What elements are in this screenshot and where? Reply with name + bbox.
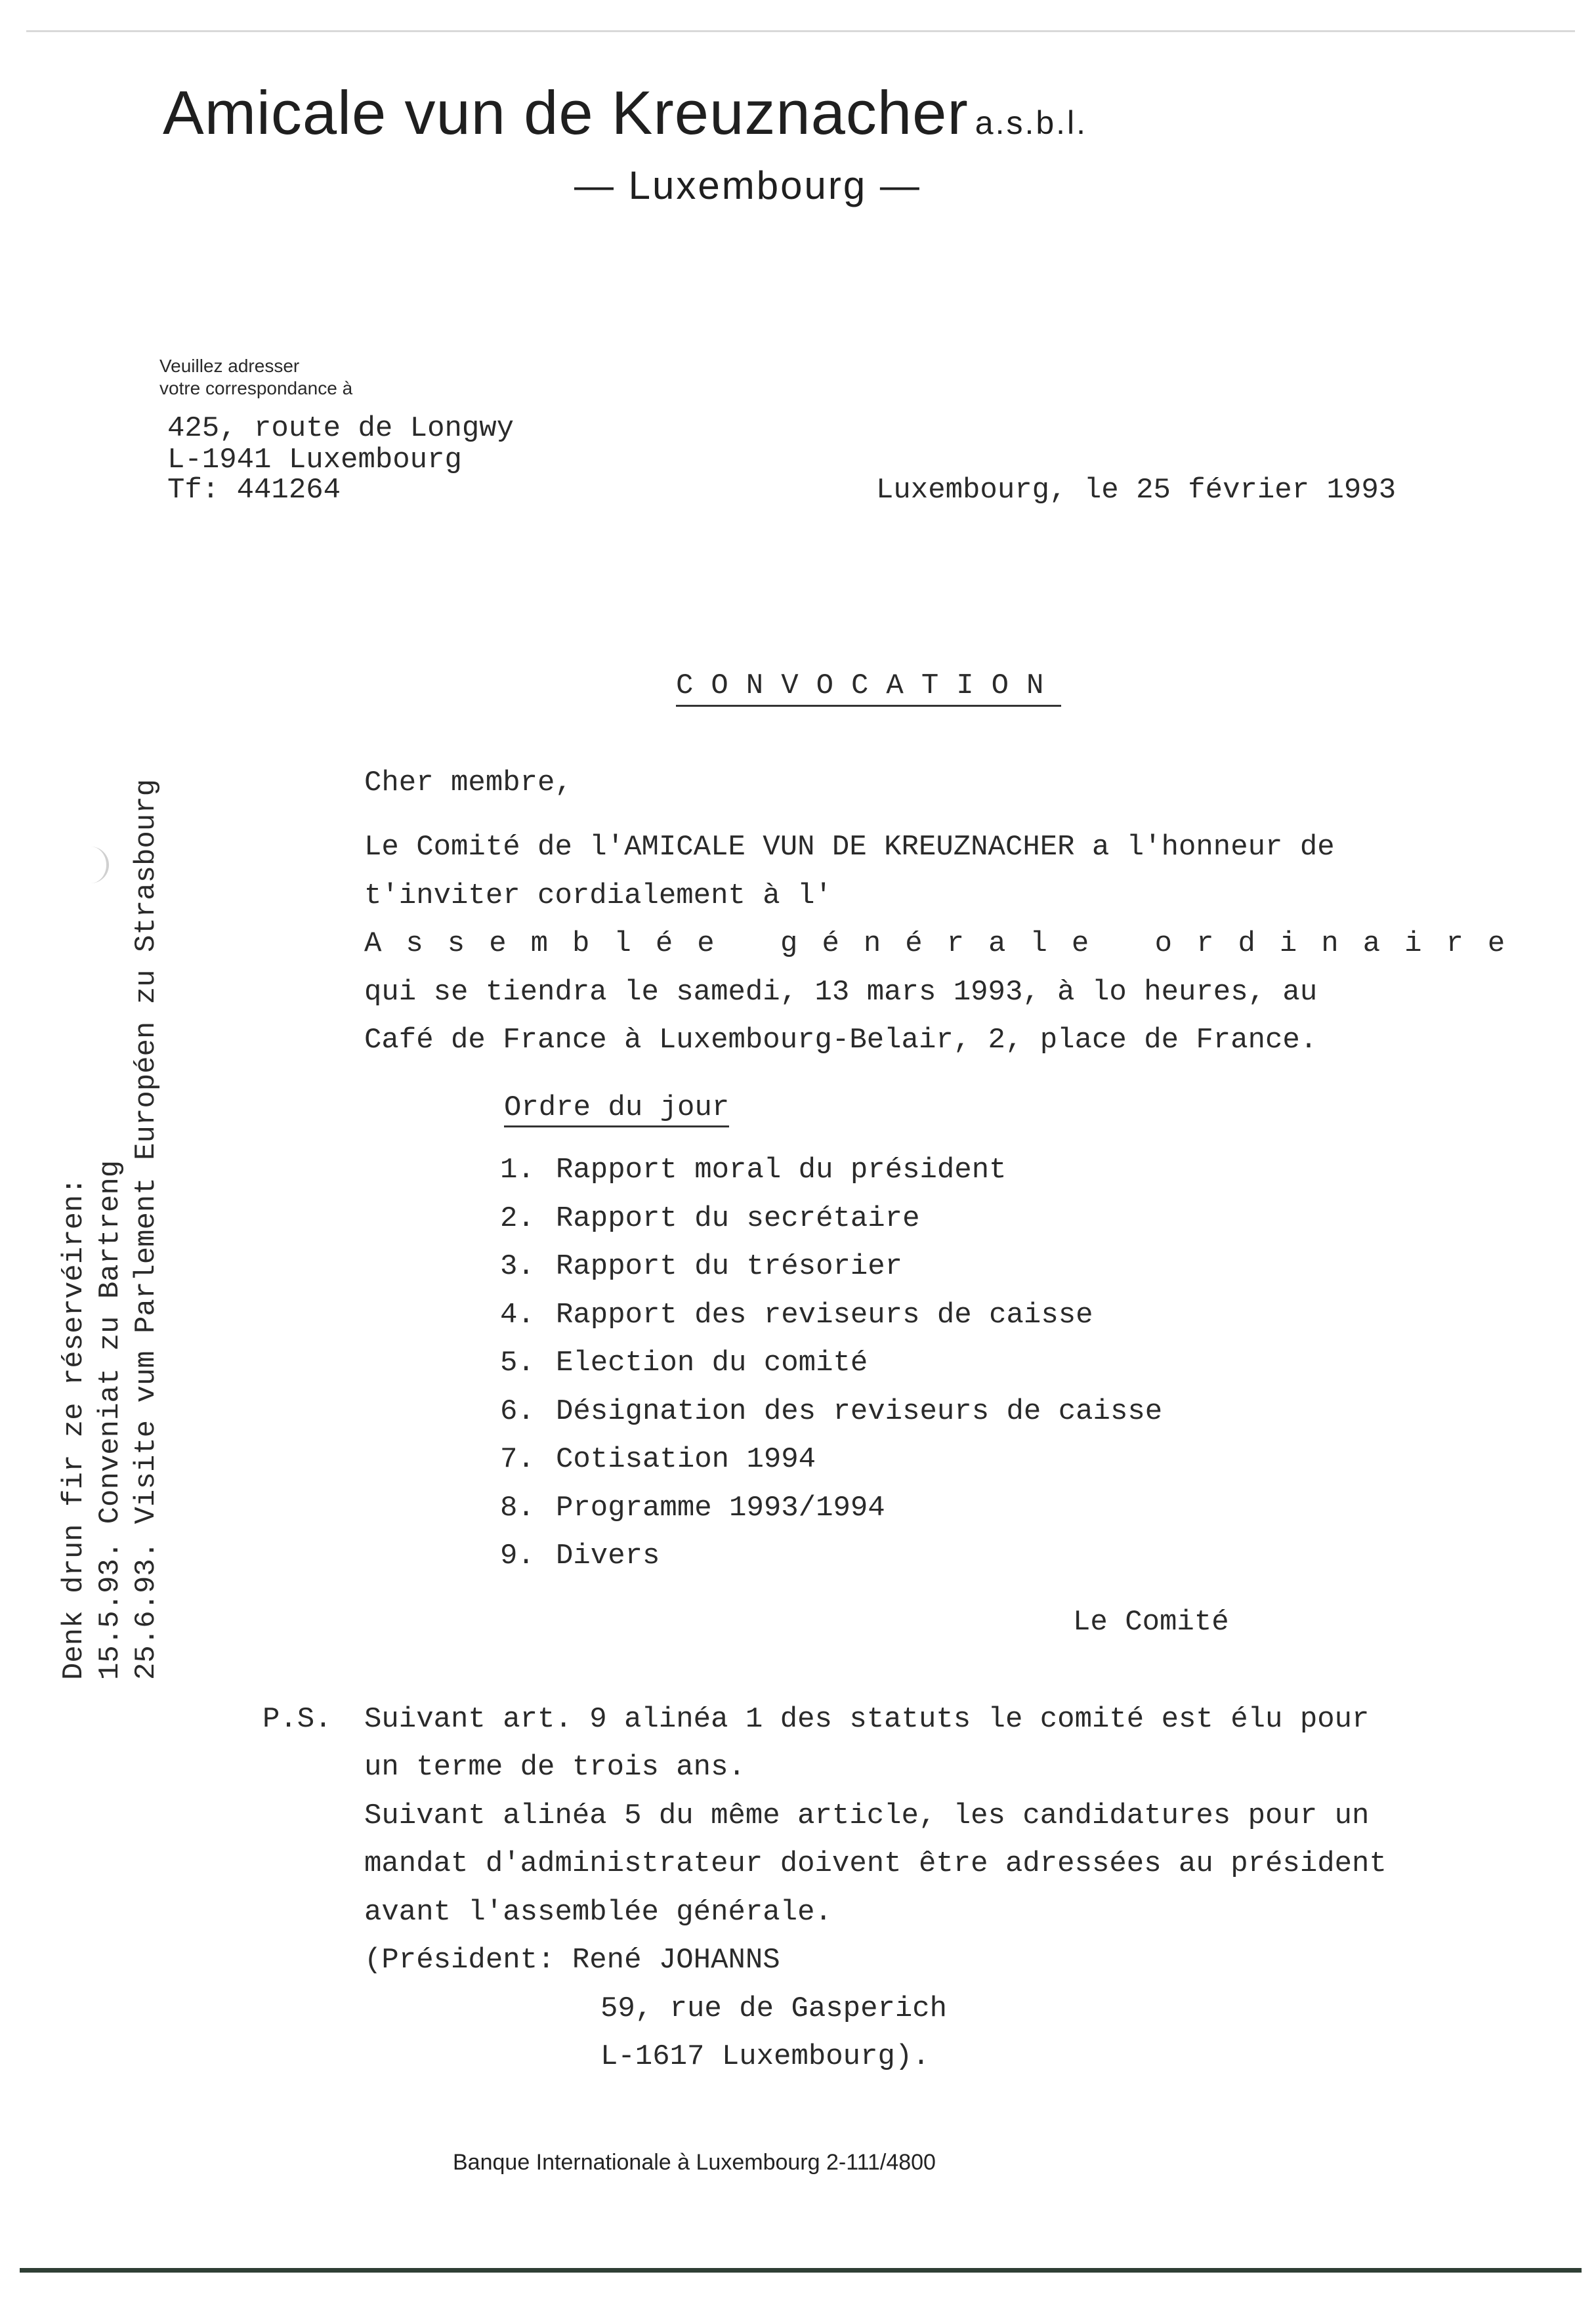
agenda-item <box>500 1347 868 1379</box>
side-note-line: 25.6.93. Visite vum Parlement Européen zu Strasbourg <box>130 778 163 1680</box>
address-phone: Tf: 441264 <box>167 474 341 507</box>
side-notes <box>56 643 165 1680</box>
greeting: Cher membre, <box>364 766 572 799</box>
assembly-heading: Assemblée générale ordinaire <box>364 927 1530 960</box>
body-line: t'inviter cordialement à l' <box>364 879 832 912</box>
signature: Le Comité <box>1073 1606 1229 1639</box>
address-street: 425, route de Longwy <box>167 412 514 445</box>
ps-line: Suivant alinéa 5 du même article, les candidatures pour un <box>364 1799 1370 1832</box>
document-title: CONVOCATION <box>676 669 1061 707</box>
agenda-item <box>500 1540 660 1572</box>
letter-date: Luxembourg, le 25 février 1993 <box>876 474 1396 507</box>
agenda-item-number: 2. <box>500 1202 535 1235</box>
organization-suffix: a.s.b.l. <box>975 104 1088 141</box>
address-label-line-1: Veuillez adresser <box>159 356 300 376</box>
agenda-item-number: 7. <box>500 1443 535 1476</box>
president-address-line: 59, rue de Gasperich <box>600 1992 948 2025</box>
ps-label: P.S. <box>262 1703 332 1736</box>
agenda-item-label: Rapport moral du président <box>556 1154 1007 1186</box>
agenda-item-number: 4. <box>500 1299 535 1332</box>
agenda-item-label: Divers <box>556 1540 660 1572</box>
agenda-item-number: 6. <box>500 1395 535 1428</box>
body-line: qui se tiendra le samedi, 13 mars 1993, à lo heures, au <box>364 976 1318 1009</box>
paper-top-edge <box>26 30 1575 32</box>
agenda-item-label: Election du comité <box>556 1347 868 1379</box>
agenda-heading: Ordre du jour <box>504 1091 729 1127</box>
agenda-item-label: Rapport du secrétaire <box>556 1202 920 1235</box>
agenda-item-number: 9. <box>500 1540 535 1572</box>
agenda-item-label: Rapport des reviseurs de caisse <box>556 1299 1093 1332</box>
body-line: Le Comité de l'AMICALE VUN DE KREUZNACHER a l'honneur de <box>364 831 1335 864</box>
ps-line: mandat d'administrateur doivent être adressées au président <box>364 1847 1387 1880</box>
address-label-line-2: votre correspondance à <box>159 378 353 398</box>
bank-details: Banque Internationale à Luxembourg 2-111/4800 <box>453 2150 936 2175</box>
organization-name-text: Amicale vun de Kreuznacher <box>163 78 969 147</box>
president-address-line: L-1617 Luxembourg). <box>600 2040 930 2073</box>
agenda-item-number: 5. <box>500 1347 535 1379</box>
bottom-rule <box>20 2268 1582 2273</box>
body-line: Café de France à Luxembourg-Belair, 2, place de France. <box>364 1024 1318 1057</box>
agenda-item <box>500 1492 885 1524</box>
agenda-item-number: 1. <box>500 1154 535 1186</box>
agenda-item <box>500 1299 1093 1332</box>
agenda-item <box>500 1202 920 1235</box>
ps-line: un terme de trois ans. <box>364 1751 746 1784</box>
organization-name <box>163 77 1087 148</box>
agenda-item-label: Rapport du trésorier <box>556 1250 903 1283</box>
address-postal: L-1941 Luxembourg <box>167 444 462 476</box>
agenda-item-label: Cotisation 1994 <box>556 1443 816 1476</box>
agenda-item <box>500 1250 902 1283</box>
agenda-item <box>500 1154 1007 1186</box>
ps-line: Suivant art. 9 alinéa 1 des statuts le comité est élu pour <box>364 1703 1370 1736</box>
side-note-line: Denk drun fir ze réservéiren: <box>58 1177 91 1680</box>
agenda-item <box>500 1443 816 1476</box>
agenda-item-label: Désignation des reviseurs de caisse <box>556 1395 1163 1428</box>
agenda-item-label: Programme 1993/1994 <box>556 1492 885 1524</box>
ps-line: avant l'assemblée générale. <box>364 1896 832 1929</box>
ps-line: (Président: René JOHANNS <box>364 1944 780 1977</box>
side-note-line: 15.5.93. Conveniat zu Bartreng <box>94 1160 127 1680</box>
agenda-item-number: 3. <box>500 1250 535 1283</box>
agenda-item-number: 8. <box>500 1492 535 1524</box>
agenda-item <box>500 1395 1162 1428</box>
organization-city: — Luxembourg — <box>574 163 921 207</box>
